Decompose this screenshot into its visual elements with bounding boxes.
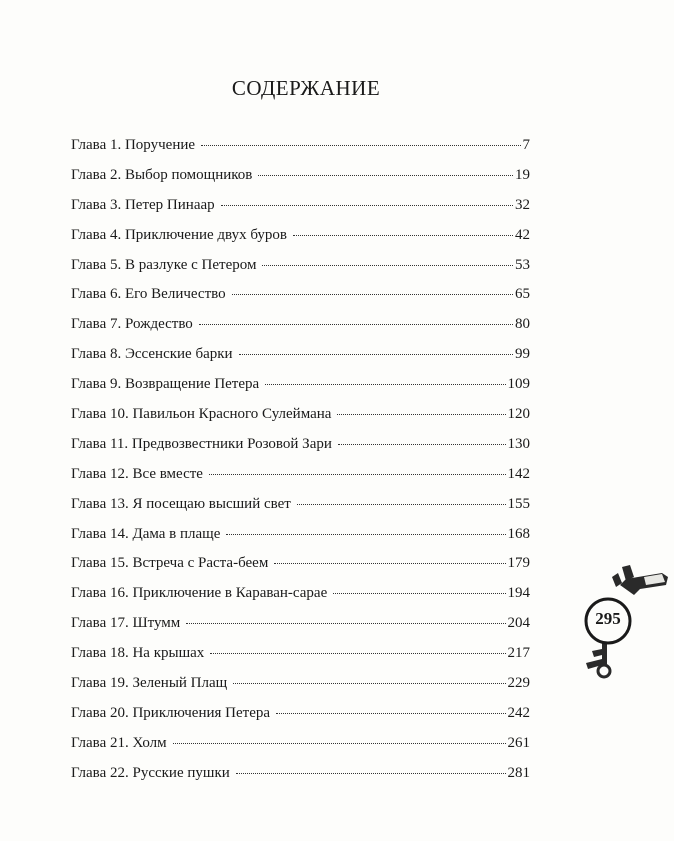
toc-entry-page: 155 (507, 495, 530, 512)
toc-dot-leader (201, 145, 520, 146)
page-number-emblem (582, 555, 672, 680)
toc-entry-label: Глава 16. Приключение в Караван-сарае (71, 585, 328, 602)
toc-entry-label: Глава 19. Зеленый Плащ (71, 675, 228, 692)
toc-entry-label: Глава 6. Его Величество (71, 286, 226, 303)
toc-entry-page: 99 (515, 346, 530, 363)
toc-entry-page: 130 (507, 435, 530, 452)
toc-entry-label: Глава 1. Поручение (71, 137, 196, 153)
toc-entry-label: Глава 14. Дама в плаще (71, 525, 221, 542)
toc-entry-label: Глава 17. Штумм (71, 615, 181, 632)
toc-entry (71, 675, 530, 705)
page-number: 295 (595, 609, 621, 628)
toc-entry (71, 496, 530, 526)
toc-entry-label: Глава 12. Все вместе (71, 465, 203, 482)
toc-dot-leader (186, 623, 505, 624)
toc-entry-page: 179 (507, 555, 530, 572)
toc-entry (71, 585, 530, 615)
toc-entry-page: 32 (515, 196, 530, 213)
table-of-contents (71, 137, 530, 795)
toc-entry (71, 705, 530, 735)
toc-dot-leader (236, 773, 506, 774)
toc-dot-leader (173, 743, 506, 744)
toc-dot-leader (209, 474, 506, 475)
toc-entry (71, 526, 530, 556)
toc-entry-page: 42 (515, 226, 530, 243)
toc-entry (71, 765, 530, 795)
toc-entry (71, 466, 530, 496)
toc-dot-leader (297, 504, 506, 505)
toc-dot-leader (274, 563, 505, 564)
toc-entry-page: 217 (507, 645, 530, 662)
toc-dot-leader (276, 713, 505, 714)
toc-dot-leader (233, 683, 505, 684)
page-title: СОДЕРЖАНИЕ (231, 76, 381, 100)
toc-dot-leader (239, 354, 513, 355)
toc-entry (71, 137, 530, 167)
toc-entry-label: Глава 3. Петер Пинаар (71, 196, 215, 213)
toc-entry-label: Глава 9. Возвращение Петера (71, 376, 260, 393)
toc-entry-page: 229 (507, 675, 530, 692)
toc-entry (71, 376, 530, 406)
toc-entry-label: Глава 4. Приключение двух буров (71, 226, 288, 243)
toc-entry-page: 261 (507, 734, 530, 751)
toc-dot-leader (221, 205, 513, 206)
toc-entry-label: Глава 10. Павильон Красного Сулеймана (71, 406, 332, 423)
toc-entry-page: 109 (507, 376, 530, 393)
toc-dot-leader (262, 265, 513, 266)
toc-dot-leader (293, 235, 513, 236)
toc-dot-leader (232, 294, 513, 295)
toc-dot-leader (337, 414, 505, 415)
toc-entry-label: Глава 22. Русские пушки (71, 764, 230, 781)
toc-entry-page: 7 (522, 137, 530, 153)
toc-entry-page: 80 (515, 316, 530, 333)
toc-entry (71, 167, 530, 197)
toc-entry-label: Глава 2. Выбор помощников (71, 166, 253, 183)
toc-dot-leader (199, 324, 513, 325)
toc-entry (71, 346, 530, 376)
toc-entry-label: Глава 13. Я посещаю высший свет (71, 495, 291, 512)
toc-entry-page: 168 (507, 525, 530, 542)
toc-entry-label: Глава 7. Рождество (71, 316, 193, 333)
toc-entry (71, 615, 530, 645)
toc-entry-page: 53 (515, 256, 530, 273)
toc-entry-page: 194 (507, 585, 530, 602)
toc-entry (71, 406, 530, 436)
toc-entry (71, 197, 530, 227)
toc-entry-page: 19 (515, 166, 530, 183)
toc-entry-label: Глава 8. Эссенские барки (71, 346, 233, 363)
toc-entry (71, 436, 530, 466)
toc-entry (71, 735, 530, 765)
toc-dot-leader (333, 593, 505, 594)
toc-entry-page: 242 (507, 704, 530, 721)
toc-entry-page: 281 (507, 764, 530, 781)
toc-entry (71, 645, 530, 675)
toc-dot-leader (258, 175, 513, 176)
toc-entry-label: Глава 18. На крышах (71, 645, 205, 662)
toc-entry (71, 227, 530, 257)
toc-dot-leader (210, 653, 505, 654)
toc-entry-page: 65 (515, 286, 530, 303)
toc-entry-page: 204 (507, 615, 530, 632)
toc-entry (71, 316, 530, 346)
toc-entry-label: Глава 21. Холм (71, 734, 167, 751)
toc-entry-label: Глава 5. В разлуке с Петером (71, 256, 257, 273)
toc-entry-label: Глава 15. Встреча с Раста-беем (71, 555, 269, 572)
toc-dot-leader (265, 384, 505, 385)
toc-entry (71, 555, 530, 585)
toc-entry-page: 120 (507, 406, 530, 423)
toc-entry (71, 286, 530, 316)
toc-dot-leader (226, 534, 505, 535)
toc-entry-label: Глава 11. Предвозвестники Розовой Зари (71, 435, 332, 452)
toc-entry (71, 257, 530, 287)
toc-entry-page: 142 (507, 465, 530, 482)
toc-dot-leader (338, 444, 506, 445)
toc-entry-label: Глава 20. Приключения Петера (71, 704, 271, 721)
